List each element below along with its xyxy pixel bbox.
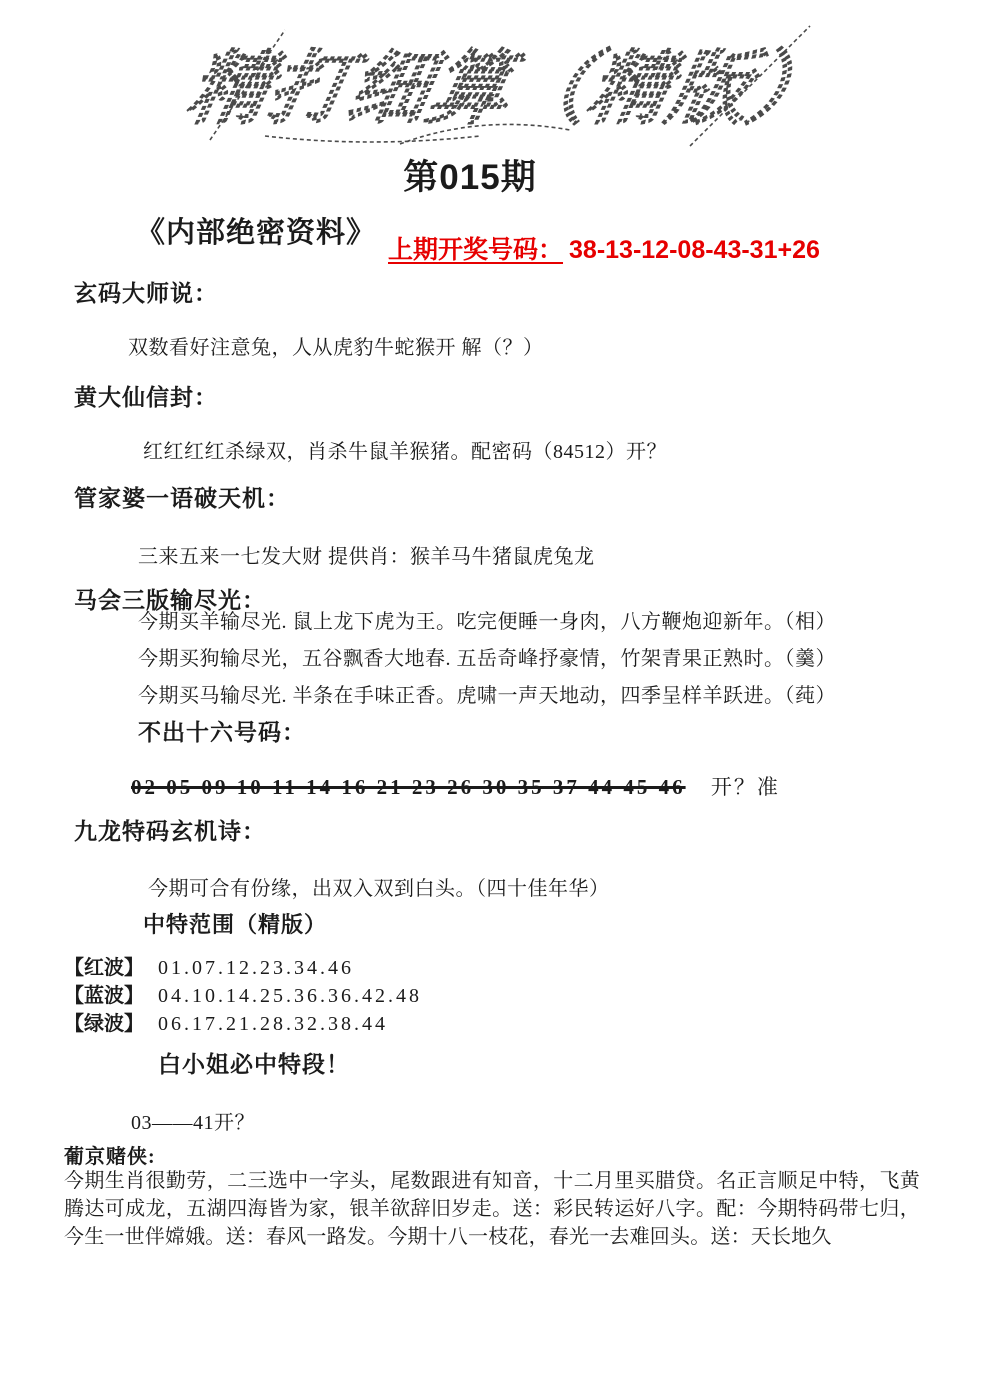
- section-guanjiapo-body: 三来五来一七发大财 提供肖：猴羊马牛猪鼠虎兔龙: [138, 546, 595, 568]
- wave-row-blue: [64, 979, 422, 1008]
- scribble-art: [150, 18, 830, 158]
- masthead-scribble: [150, 18, 830, 158]
- scribble-title-text: 精打细算（精版）: [176, 45, 830, 135]
- mahui-line: 今期买羊输尽光. 鼠上龙下虎为王。吃完便睡一身肉，八方鞭炮迎新年。（相）: [138, 611, 836, 633]
- section-pujing-body: 今期生肖很勤劳，二三选中一字头，尾数跟进有知音，十二月里买腊贷。名正言顺足中特，飞黄腾达可成龙，五湖四海皆为家，银羊欲辞旧岁走。送：彩民转运好八字。配：今期特码带七归，今生一世伴嫦娥。送：春风一路发。今期十八一枝花，春光一去难回头。送：天长地久: [64, 1170, 920, 1248]
- wave-row-green: [64, 1007, 388, 1036]
- last-draw-label: 上期开奖号码：: [388, 236, 564, 264]
- section-huangdaxian-heading: 黄大仙信封：: [74, 385, 218, 410]
- section-mahui-lines: [138, 604, 836, 715]
- section-huangdaxian-body: 红红红红杀绿双，肖杀牛鼠羊猴猪。配密码（84512）开？: [143, 441, 667, 463]
- section-mahui-heading: 马会三版输尽光：: [74, 588, 266, 613]
- secret-label: 《内部绝密资料》: [136, 217, 377, 249]
- section-xuanma-body: 双数看好注意兔，人从虎豹牛蛇猴开 解（？）: [128, 337, 544, 359]
- section-buchu-heading: 不出十六号码：: [138, 720, 306, 745]
- scratch-stroke: [265, 136, 480, 142]
- mahui-line: 今期买狗输尽光，五谷飘香大地春. 五岳奇峰抒豪情，竹架青果正熟时。（羹）: [138, 648, 836, 670]
- last-draw-numbers: 38-13-12-08-43-31+26: [569, 236, 820, 264]
- last-draw-row: [388, 230, 820, 266]
- excluded-numbers-row: [131, 771, 780, 801]
- section-jiulong-heading: 九龙特码玄机诗：: [74, 819, 266, 844]
- wave-numbers-blue: 04.10.14.25.36.36.42.48: [158, 985, 422, 1007]
- wave-numbers-red: 01.07.12.23.34.46: [158, 957, 354, 979]
- issue-title: 第015期: [403, 158, 537, 197]
- wave-numbers-green: 06.17.21.28.32.38.44: [158, 1013, 388, 1035]
- section-baixiaojie-heading: 白小姐必中特段！: [158, 1052, 350, 1077]
- section-pujing-heading: 葡京赌侠:: [64, 1146, 156, 1168]
- wave-row-red: [64, 951, 354, 980]
- section-xuanma-heading: 玄码大师说：: [74, 281, 218, 306]
- excluded-numbers-suffix: 开？准: [710, 775, 780, 799]
- wave-label-green: 【绿波】: [64, 1013, 144, 1035]
- mahui-line: 今期买马输尽光. 半条在手味正香。虎啸一声天地动，四季呈样羊跃进。（莼）: [138, 685, 836, 707]
- section-guanjiapo-heading: 管家婆一语破天机：: [74, 486, 290, 511]
- wave-label-red: 【红波】: [64, 957, 144, 979]
- wave-label-blue: 【蓝波】: [64, 985, 144, 1007]
- section-jiulong-body: 今期可合有份缘，出双入双到白头。（四十佳年华）: [148, 878, 610, 900]
- excluded-numbers: 02 05 09 10 11 14 16 21 23 26 30 35 37 44 45 46: [131, 775, 686, 799]
- section-baixiaojie-body: 03——41开？: [131, 1112, 255, 1134]
- section-zhongte-heading: 中特范围（精版）: [143, 912, 328, 937]
